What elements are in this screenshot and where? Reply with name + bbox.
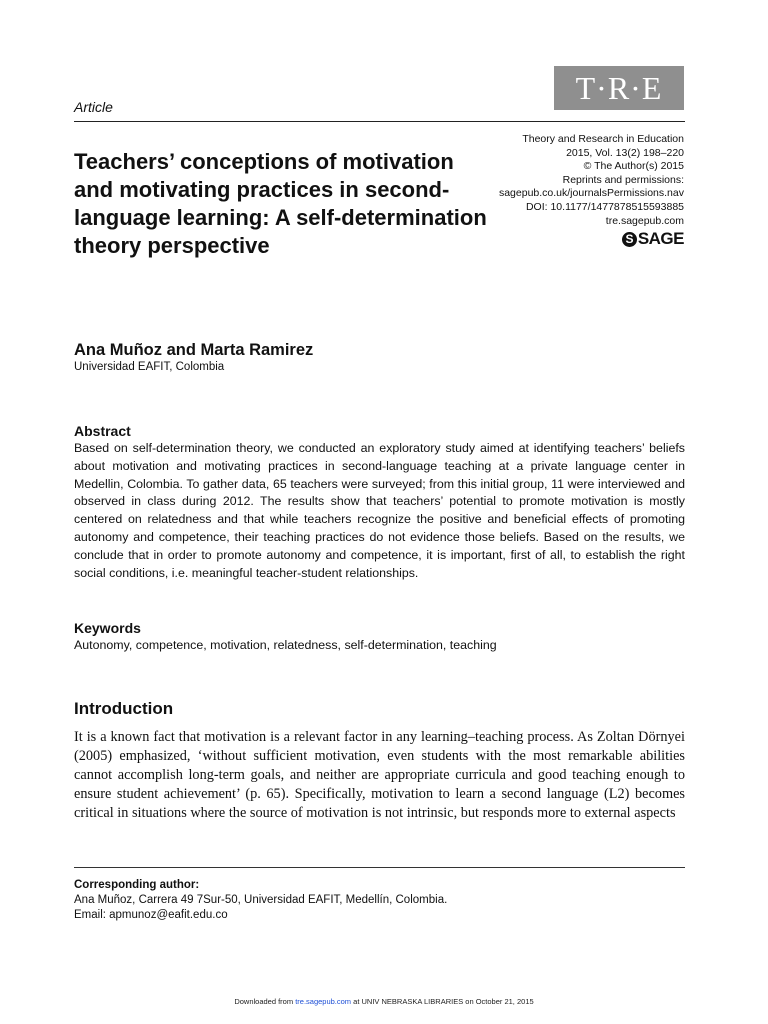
paper-title: Teachers’ conceptions of motivation and motivating practices in second-language learning: A self-determination theory perspective	[74, 149, 487, 258]
article-type-label: Article	[74, 99, 113, 115]
sage-wordmark: SAGE	[637, 229, 684, 248]
introduction-paragraph: It is a known fact that motivation is a relevant factor in any learning–teaching process. As Zoltan Dörnyei (2005) emphasized, ‘without sufficient motivation, even students with the most remarkable abilities cannot accomplish long-term goals, and neither are appropriate curricula and good teaching enough to ensure student achievement’ (p. 65). Specifically, motivation to learn a second language (L2) becomes critical in situations where the source of motivation is not intrinsic, but responds more to external aspects	[74, 729, 685, 821]
journal-site-link[interactable]: tre.sagepub.com	[605, 214, 684, 227]
header-divider	[74, 121, 685, 122]
keywords-list: Autonomy, competence, motivation, relatedness, self-determination, teaching	[74, 638, 497, 652]
corresponding-author-address: Ana Muñoz, Carrera 49 7Sur-50, Universidad EAFIT, Medellín, Colombia.	[74, 894, 448, 906]
paper-authors: Ana Muñoz and Marta Ramirez	[74, 341, 314, 359]
permissions-link[interactable]: sagepub.co.uk/journalsPermissions.nav	[498, 187, 684, 200]
corresponding-author-heading: Corresponding author:	[74, 879, 200, 891]
corresponding-author-email[interactable]: Email: apmunoz@eafit.edu.co	[74, 909, 228, 921]
keywords-heading: Keywords	[74, 620, 141, 636]
download-suffix: at UNIV NEBRASKA LIBRARIES on October 21, 2015	[353, 997, 534, 1006]
abstract-heading: Abstract	[74, 423, 131, 439]
abstract-text: Based on self-determination theory, we conducted an exploratory study aimed at identifying teachers’ beliefs about motivation and motivating practices in second-language teaching at a private language center in Medellin, Colombia. To gather data, 65 teachers were surveyed; from this initial group, 11 were interviewed and observed in class during 2012. The results show that teachers’ potential to promote motivation is mostly centered on relatedness and that while teachers recognize the positive and beneficial effects of promoting autonomy and competence, their teaching practices do not evidence those beliefs. Based on the results, we conclude that in order to promote autonomy and competence, it is important, first of all, to establish the right social conditions, i.e. meaningful teacher-student relationships.	[74, 441, 685, 580]
doi[interactable]: DOI: 10.1177/1477878515593885	[525, 200, 684, 213]
download-prefix: Downloaded from	[234, 997, 294, 1006]
journal-logo: T·R·E	[554, 66, 684, 110]
copyright-notice: © The Author(s) 2015	[583, 160, 684, 173]
footnote-divider	[74, 867, 685, 868]
reprints-label: Reprints and permissions:	[562, 173, 684, 186]
sage-s-icon: S	[622, 232, 637, 247]
journal-info-block	[499, 133, 684, 228]
journal-name: Theory and Research in Education	[522, 133, 684, 145]
sage-logo	[622, 229, 684, 249]
author-affiliation: Universidad EAFIT, Colombia	[74, 361, 225, 373]
journal-volume: 2015, Vol. 13(2) 198–220	[566, 146, 684, 159]
download-source-link[interactable]: tre.sagepub.com	[295, 997, 352, 1006]
download-notice	[0, 997, 768, 1006]
introduction-heading: Introduction	[74, 699, 174, 718]
